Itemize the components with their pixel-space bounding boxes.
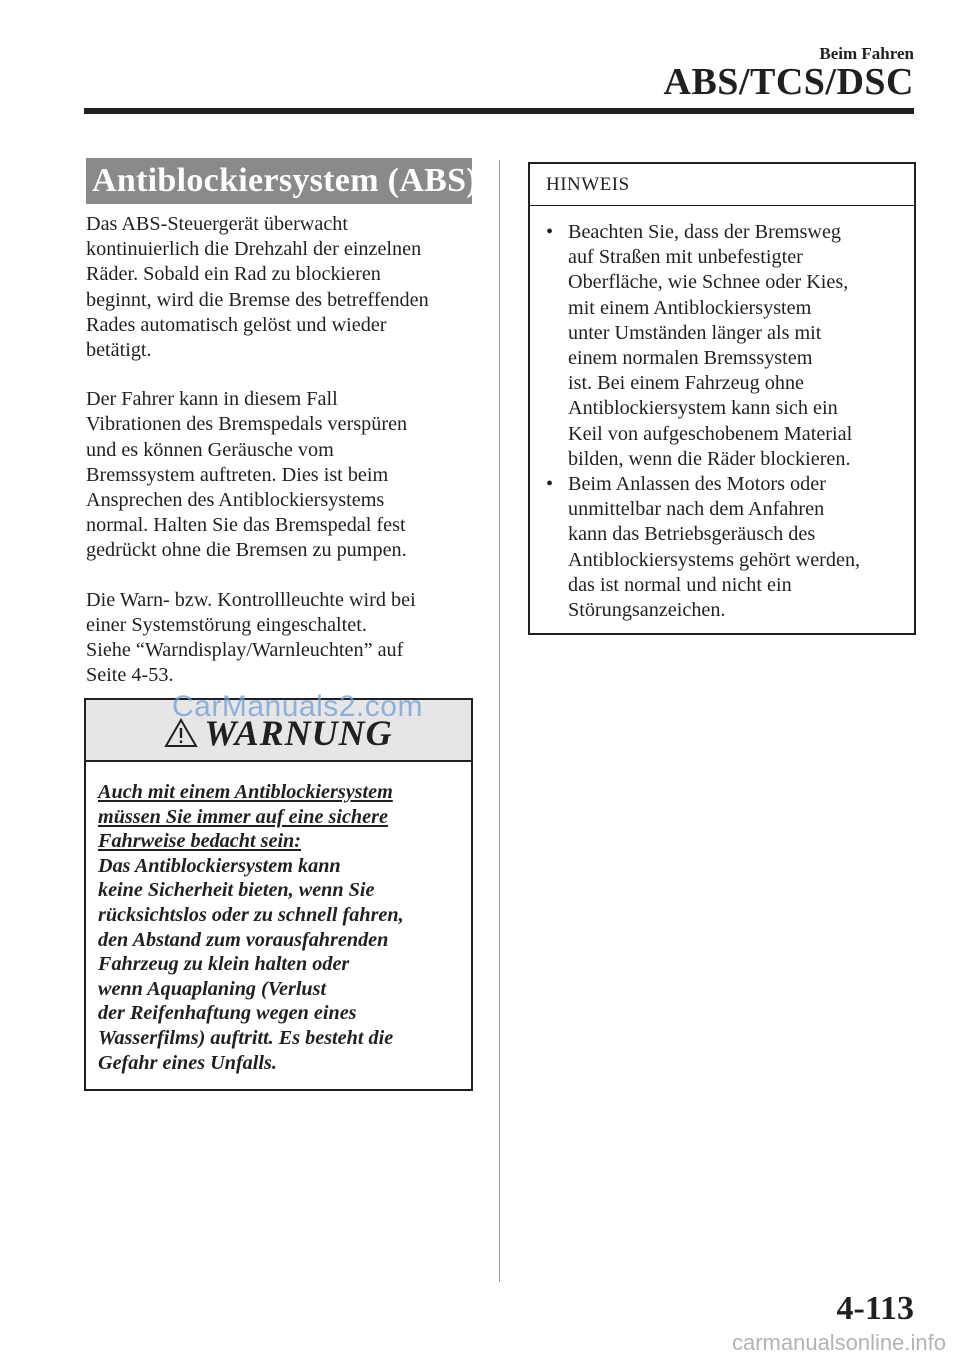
text-line: Das ABS-Steuergerät überwacht	[86, 213, 348, 235]
warning-box	[84, 698, 473, 1091]
text-line: Oberfläche, wie Schnee oder Kies,	[568, 271, 849, 294]
note-box	[528, 162, 916, 635]
note-title: HINWEIS	[530, 164, 914, 206]
warning-underlined-line: Fahrweise bedacht sein:	[98, 830, 301, 853]
text-line: normal. Halten Sie das Bremspedal fest	[86, 514, 406, 537]
text-line: Antiblockiersystem kann sich ein	[568, 397, 838, 420]
warning-line: rücksichtslos oder zu schnell fahren,	[98, 903, 404, 926]
text-line: beginnt, wird die Bremse des betreffenden	[86, 288, 429, 311]
list-item	[542, 220, 904, 472]
header-rule	[84, 108, 914, 114]
text-line: Räder. Sobald ein Rad zu blockieren	[86, 263, 381, 286]
warning-line: der Reifenhaftung wegen eines	[98, 1002, 357, 1025]
note-list	[530, 206, 914, 623]
text-line: unmittelbar nach dem Anfahren	[568, 498, 825, 521]
text-line: bilden, wenn die Räder blockieren.	[568, 447, 851, 470]
left-column	[86, 158, 478, 688]
warning-body	[86, 762, 471, 1075]
bullet-icon: •	[546, 473, 554, 496]
list-item	[542, 472, 904, 623]
text-line: Keil von aufgeschobenem Material	[568, 422, 853, 445]
text-line: Beachten Sie, dass der Bremsweg	[568, 221, 842, 243]
text-line: Der Fahrer kann in diesem Fall	[86, 388, 338, 411]
warning-line: Fahrzeug zu klein halten oder	[98, 953, 350, 976]
paragraph-1	[86, 212, 472, 363]
watermark: CarManuals2.com	[172, 690, 423, 723]
text-line: Beim Anlassen des Motors oder	[568, 473, 826, 496]
text-line: einer Systemstörung eingeschaltet.	[86, 613, 367, 636]
text-line: kontinuierlich die Drehzahl der einzelnen	[86, 238, 422, 261]
warning-line: keine Sicherheit bieten, wenn Sie	[98, 879, 375, 902]
warning-line: Gefahr eines Unfalls.	[98, 1051, 277, 1074]
section-heading: Antiblockiersystem (ABS)	[86, 158, 472, 204]
warning-underlined-line: Auch mit einem Antiblockiersystem	[98, 781, 393, 803]
text-line: Antiblockiersystems gehört werden,	[568, 548, 861, 571]
text-line: mit einem Antiblockiersystem	[568, 296, 812, 319]
text-line: Bremssystem auftreten. Dies ist beim	[86, 463, 389, 486]
text-line: gedrückt ohne die Bremsen zu pumpen.	[86, 539, 407, 562]
text-line: kann das Betriebsgeräusch des	[568, 523, 816, 546]
text-line: das ist normal und nicht ein	[568, 573, 792, 596]
text-line: Ansprechen des Antiblockiersystems	[86, 489, 385, 512]
warning-line: den Abstand zum vorausfahrenden	[98, 928, 389, 951]
text-line: Rades automatisch gelöst und wieder	[86, 313, 387, 336]
text-line: Seite 4-53.	[86, 664, 174, 687]
footer-site: carmanualsonline.info	[731, 1330, 946, 1355]
paragraph-2	[86, 387, 472, 563]
header-chapter: Beim Fahren	[819, 44, 914, 63]
text-line: und es können Geräusche vom	[86, 438, 334, 461]
bullet-icon: •	[546, 221, 554, 243]
column-divider	[499, 160, 500, 1282]
text-line: ist. Bei einem Fahrzeug ohne	[568, 372, 805, 395]
warning-line: wenn Aquaplaning (Verlust	[98, 977, 327, 1000]
text-line: Störungsanzeichen.	[568, 599, 726, 622]
warning-line: Das Antiblockiersystem kann	[98, 854, 341, 877]
header-title: ABS/TCS/DSC	[663, 61, 914, 103]
page-number: 4-113	[836, 1290, 914, 1327]
paragraph-3	[86, 588, 472, 689]
warning-underlined-line: müssen Sie immer auf eine sichere	[98, 805, 388, 828]
text-line: Vibrationen des Bremspedals verspüren	[86, 413, 408, 436]
text-line: unter Umständen länger als mit	[568, 321, 822, 344]
text-line: auf Straßen mit unbefestigter	[568, 246, 803, 269]
page-reference-link[interactable]: Siehe “Warndisplay/Warnleuchten” auf	[86, 639, 404, 662]
text-line: Die Warn- bzw. Kontrollleuchte wird bei	[86, 588, 416, 611]
text-line: betätigt.	[86, 339, 152, 362]
text-line: einem normalen Bremssystem	[568, 347, 813, 370]
warning-line: Wasserfilms) auftritt. Es besteht die	[98, 1026, 394, 1049]
warning-title: WARNUNG	[204, 713, 393, 753]
